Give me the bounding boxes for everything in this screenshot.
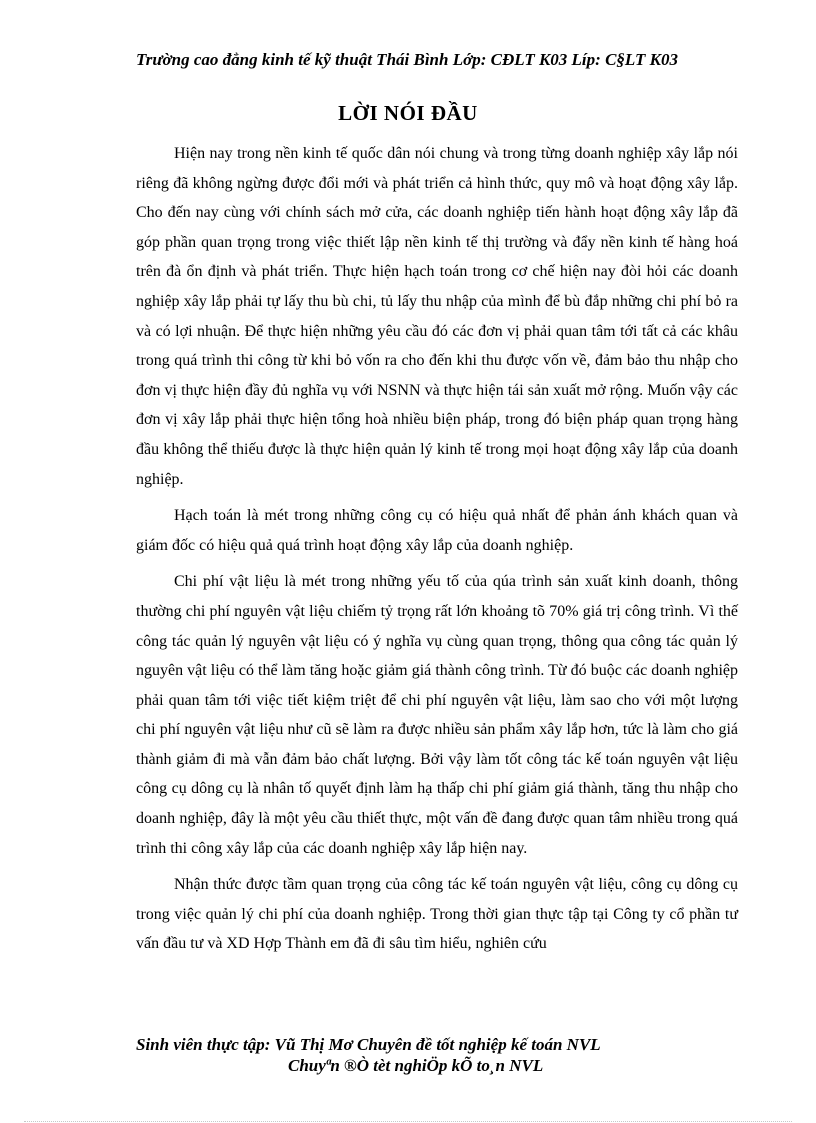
paragraph: Hiện nay trong nền kinh tế quốc dân nói chung và trong từng doanh nghiệp xây lắp nói riêng đã không ngừng được đổi mới và phát triển cả hình thức, quy mô và hoạt động xây lắp. Cho đến nay cùng với chính sách mở cửa, các doanh nghiệp tiến hành hoạt động xây lắp đã góp phần quan trọng trong việc thiết lập nền kinh tế thị trường và đẩy nền kinh tế hàng hoá trên đà ổn định và phát triển. Thực hiện hạch toán trong cơ chế hiện nay đòi hỏi các doanh nghiệp xây lắp phải tự lấy thu bù chi, tủ lấy thu nhập của mình để bù đắp những chi phí bỏ ra và có lợi nhuận. Để thực hiện những yêu cầu đó các đơn vị phải quan tâm tới tất cả các khâu trong quá trình thi công từ khi bỏ vốn ra cho đến khi thu được vốn về, đảm bảo thu nhập cho đơn vị thực hiện đầy đủ nghĩa vụ với NSNN và thực hiện tái sản xuất mở rộng. Muốn vậy các đơn vị xây lắp phải thực hiện tổng hoà nhiều biện pháp, trong đó biện pháp quan trọng hàng đầu không thể thiếu được là thực hiện quản lý kinh tế trong mọi hoạt động xây lắp của doanh nghiệp. [136, 145, 738, 488]
paragraph: Chi phí vật liệu là mét trong những yếu tố của qúa trình sản xuất kinh doanh, thông thường chi phí nguyên vật liệu chiếm tỷ trọng rất lớn khoảng tõ 70% giá trị công trình. Vì thế công tác quản lý nguyên vật liệu có ý nghĩa vụ cùng quan trọng, thông qua công tác quản lý nguyên vật liệu có thể làm tăng hoặc giảm giá thành công trình. Từ đó buộc các doanh nghiệp phải quan tâm tới việc tiết kiệm triệt để chi phí nguyên vật liệu, làm sao cho với một lượng chi phí nguyên vật liệu như cũ sẽ làm ra được nhiều sản phẩm xây lắp hơn, tức là làm cho giá thành giảm đi mà vẫn đảm bảo chất lượng. Bởi vậy làm tốt công tác kế toán nguyên vật liệu công cụ dông cụ là nhân tố quyết định làm hạ thấp chi phí giảm giá thành, tăng thu nhập cho doanh nghiệp, đây là một yêu cầu thiết thực, một vấn đề đang được quan tâm nhiều trong quá trình thi công xây lắp của các doanh nghiệp xây lắp hiện nay. [136, 573, 738, 857]
paragraph: Nhận thức được tầm quan trọng của công tác kế toán nguyên vật liệu, công cụ dông cụ trong việc quản lý chi phí của doanh nghiệp. Trong thời gian thực tập tại Công ty cổ phần tư vấn đầu tư và XD Hợp Thành em đã đi sâu tìm hiểu, nghiên cứu [136, 876, 738, 953]
header-text: Trường cao đẳng kinh tế kỹ thuật Thái Bình Lớp: CĐLT K03 Líp: C§LT K03 [136, 50, 678, 69]
page-edge-divider [24, 1121, 792, 1122]
paragraph: Hạch toán là mét trong những công cụ có hiệu quả nhất để phản ánh khách quan và giám đốc có hiệu quả quá trình hoạt động xây lắp của doanh nghiệp. [136, 507, 738, 554]
page-header [136, 50, 746, 70]
footer-line-2: Chuyªn ®Ò tèt nghiÖp kÕ to¸n NVL [288, 1056, 544, 1075]
footer-line-1: Sinh viên thực tập: Vũ Thị Mơ Chuyên đề tốt nghiệp kế toán NVL [136, 1035, 601, 1054]
document-body [136, 139, 738, 966]
page-footer [136, 1034, 746, 1076]
page-title: LỜI NÓI ĐẦU [338, 101, 478, 125]
